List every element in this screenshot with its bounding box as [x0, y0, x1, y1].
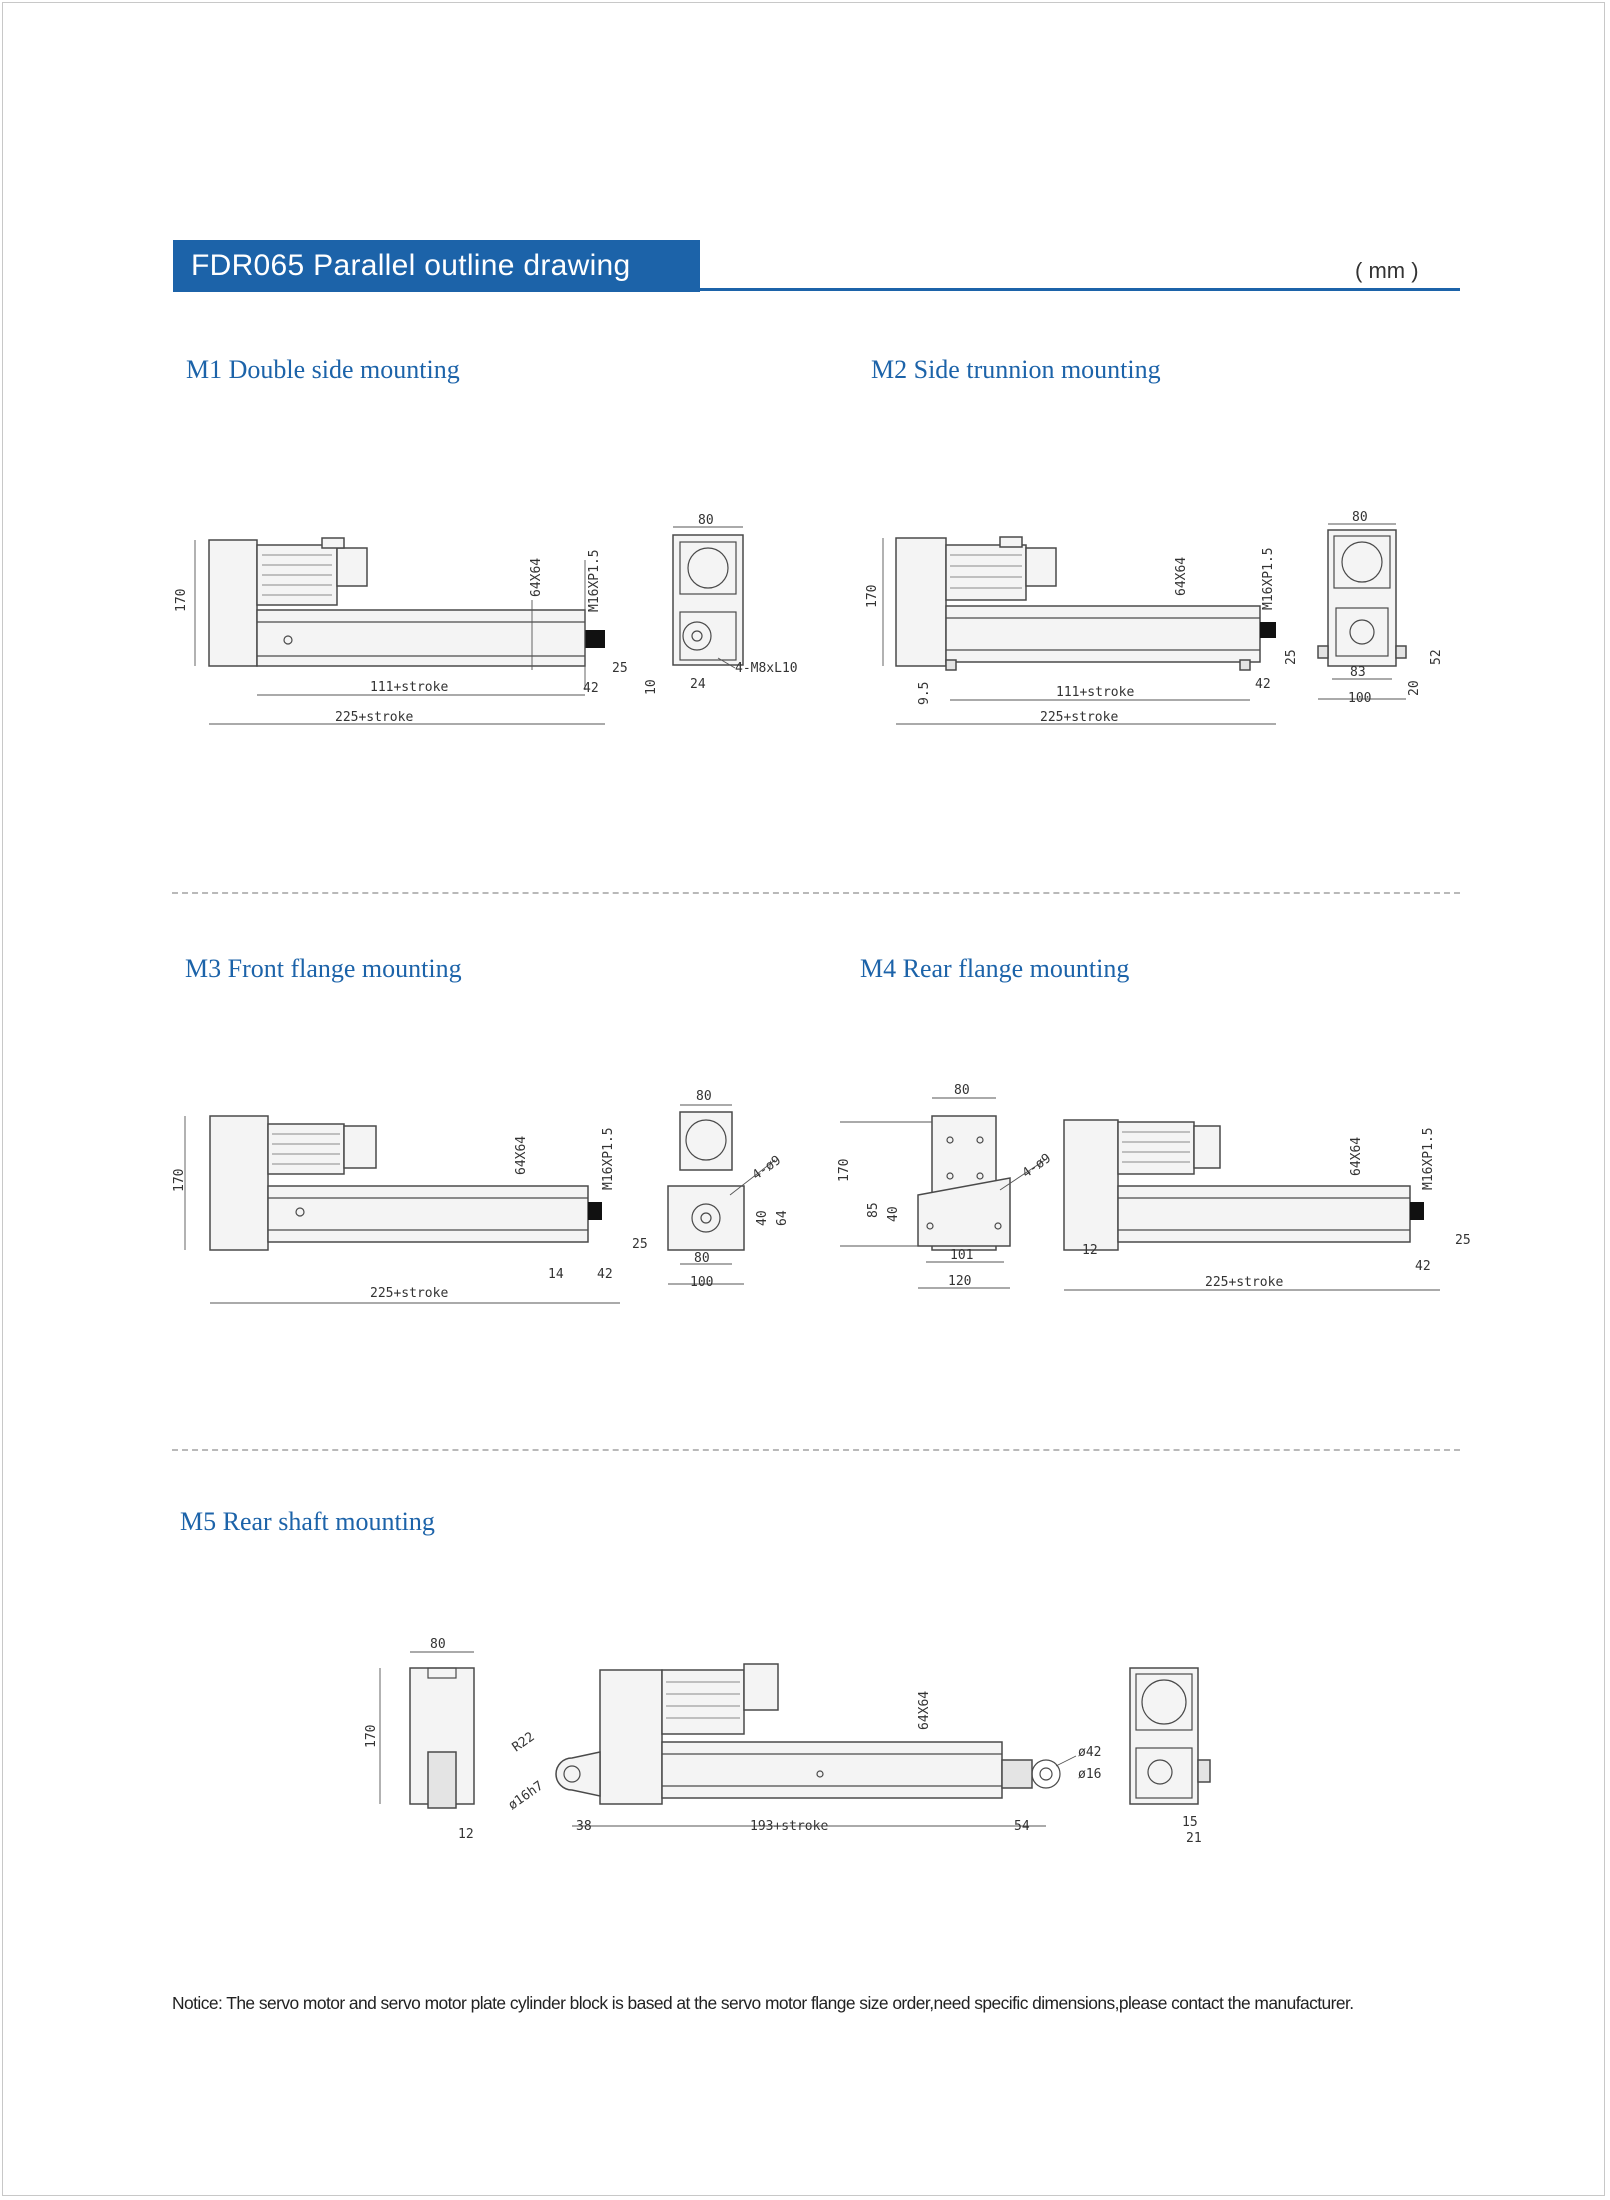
m3-dim-len-total: 225+stroke — [370, 1286, 449, 1301]
m2-dim-width: 80 — [1352, 510, 1368, 525]
m5-rear-clevis — [556, 1752, 600, 1796]
m2-dim-rod-h: 25 — [1284, 649, 1299, 665]
m3-dim-hole-pitch: 40 — [755, 1210, 770, 1226]
m3-dim-rod-h: 25 — [632, 1237, 648, 1252]
m1-dim-rod-end: 42 — [583, 681, 599, 696]
m4-dim-holes: 4-ø9 — [1019, 1151, 1054, 1182]
m2-dim-pin-h: 52 — [1429, 649, 1444, 665]
m1-dim-bottom: 10 — [644, 679, 659, 695]
m2-dim-len-inner: 111+stroke — [1056, 685, 1135, 700]
m4-dim-thread: M16XP1.5 — [1421, 1127, 1436, 1190]
m5-dim-eye-d: ø42 — [1078, 1745, 1102, 1760]
m1-dim-len-inner: 111+stroke — [370, 680, 449, 695]
m2-dim-len-total: 225+stroke — [1040, 710, 1119, 725]
m5-rear-block — [600, 1670, 662, 1804]
m5-dim-height: 170 — [364, 1724, 379, 1748]
m1-dim-foot: 24 — [690, 677, 706, 692]
m1-title: M1 Double side mounting — [186, 355, 460, 384]
notice-text: Notice: The servo motor and servo motor plate cylinder block is based at the servo motor flange size order,need specific dimensions,please contact the manufacturer. — [172, 1993, 1354, 2013]
m5-motor-cap — [744, 1664, 778, 1710]
m5-title: M5 Rear shaft mounting — [180, 1507, 435, 1536]
m3-dim-flange-h: 64 — [775, 1210, 790, 1226]
m5-dim-len: 193+stroke — [750, 1819, 829, 1834]
m4-dim-height: 170 — [837, 1158, 852, 1182]
m3-dim-holes: 4-ø9 — [749, 1153, 784, 1184]
m3-dim-width: 80 — [696, 1089, 712, 1104]
m3-dim-height: 170 — [172, 1168, 187, 1192]
m1-dim-width: 80 — [698, 513, 714, 528]
m5-dim-shaft-w: 12 — [458, 1827, 474, 1842]
m1-dim-rod-size: 64X64 — [529, 557, 544, 597]
m4-dim-rod-h: 25 — [1455, 1233, 1471, 1248]
m2-dim-rod-size: 64X64 — [1174, 556, 1189, 596]
m2-dim-height: 170 — [865, 584, 880, 608]
m1-dim-height: 170 — [174, 588, 189, 612]
m5-motor — [662, 1670, 744, 1734]
m2-dim-pin-bottom: 20 — [1407, 680, 1422, 696]
m3-dim-flange-w: 100 — [690, 1275, 714, 1290]
m5-tube — [662, 1742, 1002, 1798]
m2-dim-offset: 9.5 — [917, 681, 932, 705]
m2-title: M2 Side trunnion mounting — [871, 355, 1161, 384]
m4-dim-flange-t: 12 — [1082, 1243, 1098, 1258]
m3-dim-rod-end: 42 — [597, 1267, 613, 1282]
m4-dim-width: 80 — [954, 1083, 970, 1098]
page-title: FDR065 Parallel outline drawing — [191, 249, 631, 282]
m5-rod-eye — [1032, 1760, 1060, 1788]
m4-dim-w101: 101 — [950, 1248, 974, 1263]
m5-dim-rod-size: 64X64 — [917, 1690, 932, 1730]
m3-title: M3 Front flange mounting — [185, 954, 462, 983]
m2-dim-thread: M16XP1.5 — [1261, 547, 1276, 610]
m3-dim-thread: M16XP1.5 — [601, 1127, 616, 1190]
m4-title: M4 Rear flange mounting — [860, 954, 1130, 983]
m2-dim-rod-end: 42 — [1255, 677, 1271, 692]
m5-dim-radius: R22 — [509, 1729, 538, 1756]
m1-dim-thread: M16XP1.5 — [587, 549, 602, 612]
m5-dim-rear: 38 — [576, 1819, 592, 1834]
m2-dim-outer-w: 100 — [1348, 691, 1372, 706]
m5-dim-end-w2: 21 — [1186, 1831, 1202, 1846]
m4-dim-h85: 85 — [866, 1202, 881, 1218]
m5-dim-width: 80 — [430, 1637, 446, 1652]
m1-dim-rod-h: 25 — [612, 661, 628, 676]
m4-dim-w120: 120 — [948, 1274, 972, 1289]
m5-dim-front: 54 — [1014, 1819, 1030, 1834]
m3-dim-rod-size: 64X64 — [514, 1135, 529, 1175]
m5-dim-bore: ø16h7 — [505, 1778, 547, 1814]
m4-dim-h40: 40 — [886, 1206, 901, 1222]
m3-dim-flange-w-inner: 80 — [694, 1251, 710, 1266]
m1-dim-holes: 4-M8xL10 — [735, 661, 798, 676]
m1-dim-len-total: 225+stroke — [335, 710, 414, 725]
unit-label: ( mm ) — [1355, 258, 1419, 283]
m4-dim-rod-end: 42 — [1415, 1259, 1431, 1274]
m3-dim-flange-t: 14 — [548, 1267, 564, 1282]
m4-dim-len-total: 225+stroke — [1205, 1275, 1284, 1290]
m5-dim-end-w1: 15 — [1182, 1815, 1198, 1830]
m2-dim-inner-w: 83 — [1350, 665, 1366, 680]
m5-dim-eye-bore: ø16 — [1078, 1767, 1102, 1782]
m4-dim-rod-size: 64X64 — [1349, 1136, 1364, 1176]
